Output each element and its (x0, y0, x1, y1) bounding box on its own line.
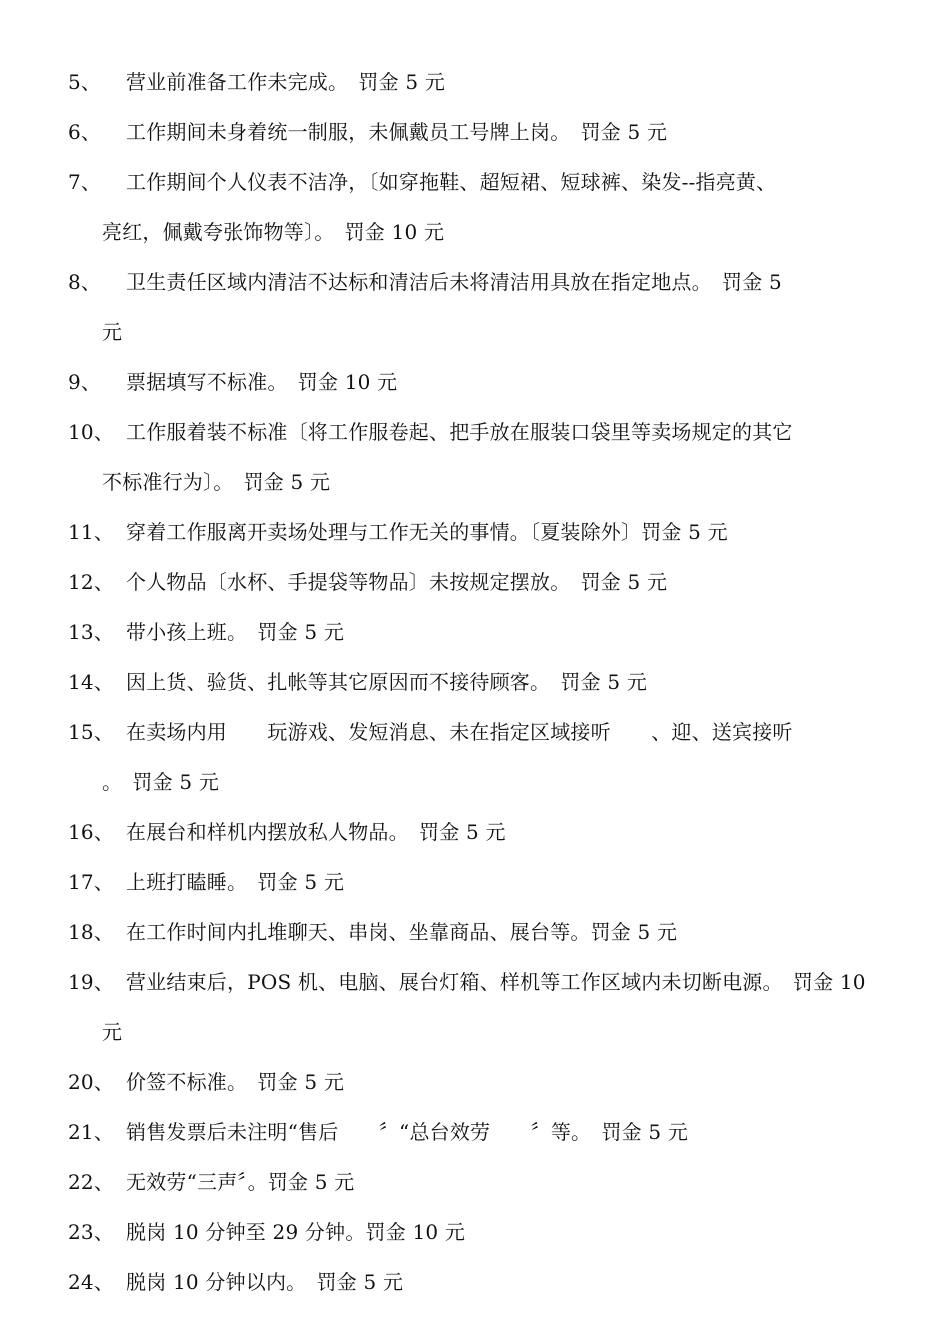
item-number: 16、 (68, 820, 115, 844)
item-number: 8、 (68, 270, 102, 294)
item-text-continuation: 元 (102, 320, 123, 344)
item-number: 17、 (68, 870, 115, 894)
list-item (0, 57, 950, 107)
item-text: 带小孩上班。 罚金 5 元 (126, 620, 345, 644)
list-item (0, 357, 950, 407)
list-item (0, 807, 950, 857)
item-number: 13、 (68, 620, 115, 644)
item-text: 工作服着装不标准〔将工作服卷起、把手放在服装口袋里等卖场规定的其它 (126, 420, 793, 444)
list-item (0, 507, 950, 557)
item-text-continuation: 不标准行为〕。 罚金 5 元 (102, 470, 331, 494)
item-number: 14、 (68, 670, 115, 694)
item-number: 21、 (68, 1120, 115, 1144)
item-text: 无效劳“三声〞。罚金 5 元 (126, 1170, 355, 1194)
item-text: 穿着工作服离开卖场处理与工作无关的事情。〔夏装除外〕罚金 5 元 (126, 520, 728, 544)
item-text-continuation: 亮红，佩戴夸张饰物等〕。 罚金 10 元 (102, 220, 445, 244)
item-number: 20、 (68, 1070, 115, 1094)
item-number: 19、 (68, 970, 115, 994)
list-item (0, 657, 950, 707)
item-text: 销售发票后未注明“售后 〞“总台效劳 〞等。 罚金 5 元 (126, 1120, 689, 1144)
list-item (0, 557, 950, 607)
item-text: 营业前准备工作未完成。 罚金 5 元 (126, 70, 446, 94)
document-page (0, 57, 950, 1307)
list-item (0, 1057, 950, 1107)
item-text: 在卖场内用 玩游戏、发短消息、未在指定区域接听 、迎、送宾接听 (126, 720, 793, 744)
list-item (0, 257, 950, 357)
item-text: 价签不标准。 罚金 5 元 (126, 1070, 345, 1094)
item-number: 5、 (68, 70, 102, 94)
item-number: 12、 (68, 570, 115, 594)
list-item (0, 957, 950, 1057)
item-number: 6、 (68, 120, 102, 144)
item-number: 11、 (68, 520, 115, 544)
item-text-continuation: 。 罚金 5 元 (102, 770, 220, 794)
list-item (0, 857, 950, 907)
list-item (0, 407, 950, 507)
item-number: 10、 (68, 420, 115, 444)
list-item (0, 1257, 950, 1307)
item-number: 7、 (68, 170, 102, 194)
item-text: 票据填写不标准。 罚金 10 元 (126, 370, 398, 394)
item-text: 在展台和样机内摆放私人物品。 罚金 5 元 (126, 820, 506, 844)
list-item (0, 107, 950, 157)
list-item (0, 707, 950, 807)
item-text: 营业结束后，POS 机、电脑、展台灯箱、样机等工作区域内未切断电源。 罚金 10 (126, 970, 866, 994)
item-number: 22、 (68, 1170, 115, 1194)
item-text: 脱岗 10 分钟以内。 罚金 5 元 (126, 1270, 404, 1294)
list-item (0, 1207, 950, 1257)
item-text-continuation: 元 (102, 1020, 123, 1044)
item-number: 18、 (68, 920, 115, 944)
list-item (0, 1157, 950, 1207)
item-number: 24、 (68, 1270, 115, 1294)
item-number: 15、 (68, 720, 115, 744)
item-text: 在工作时间内扎堆聊天、串岗、坐靠商品、展台等。罚金 5 元 (126, 920, 678, 944)
item-number: 9、 (68, 370, 102, 394)
list-item (0, 1107, 950, 1157)
item-text: 上班打瞌睡。 罚金 5 元 (126, 870, 345, 894)
item-text: 个人物品〔水杯、手提袋等物品〕未按规定摆放。 罚金 5 元 (126, 570, 668, 594)
item-text: 因上货、验货、扎帐等其它原因而不接待顾客。 罚金 5 元 (126, 670, 648, 694)
list-item (0, 607, 950, 657)
item-text: 卫生责任区域内清洁不达标和清洁后未将清洁用具放在指定地点。 罚金 5 (126, 270, 782, 294)
item-number: 23、 (68, 1220, 115, 1244)
item-text: 脱岗 10 分钟至 29 分钟。罚金 10 元 (126, 1220, 466, 1244)
item-text: 工作期间未身着统一制服，未佩戴员工号牌上岗。 罚金 5 元 (126, 120, 668, 144)
item-text: 工作期间个人仪表不洁净，〔如穿拖鞋、超短裙、短球裤、染发--指亮黄、 (126, 170, 777, 194)
list-item (0, 157, 950, 257)
list-item (0, 907, 950, 957)
